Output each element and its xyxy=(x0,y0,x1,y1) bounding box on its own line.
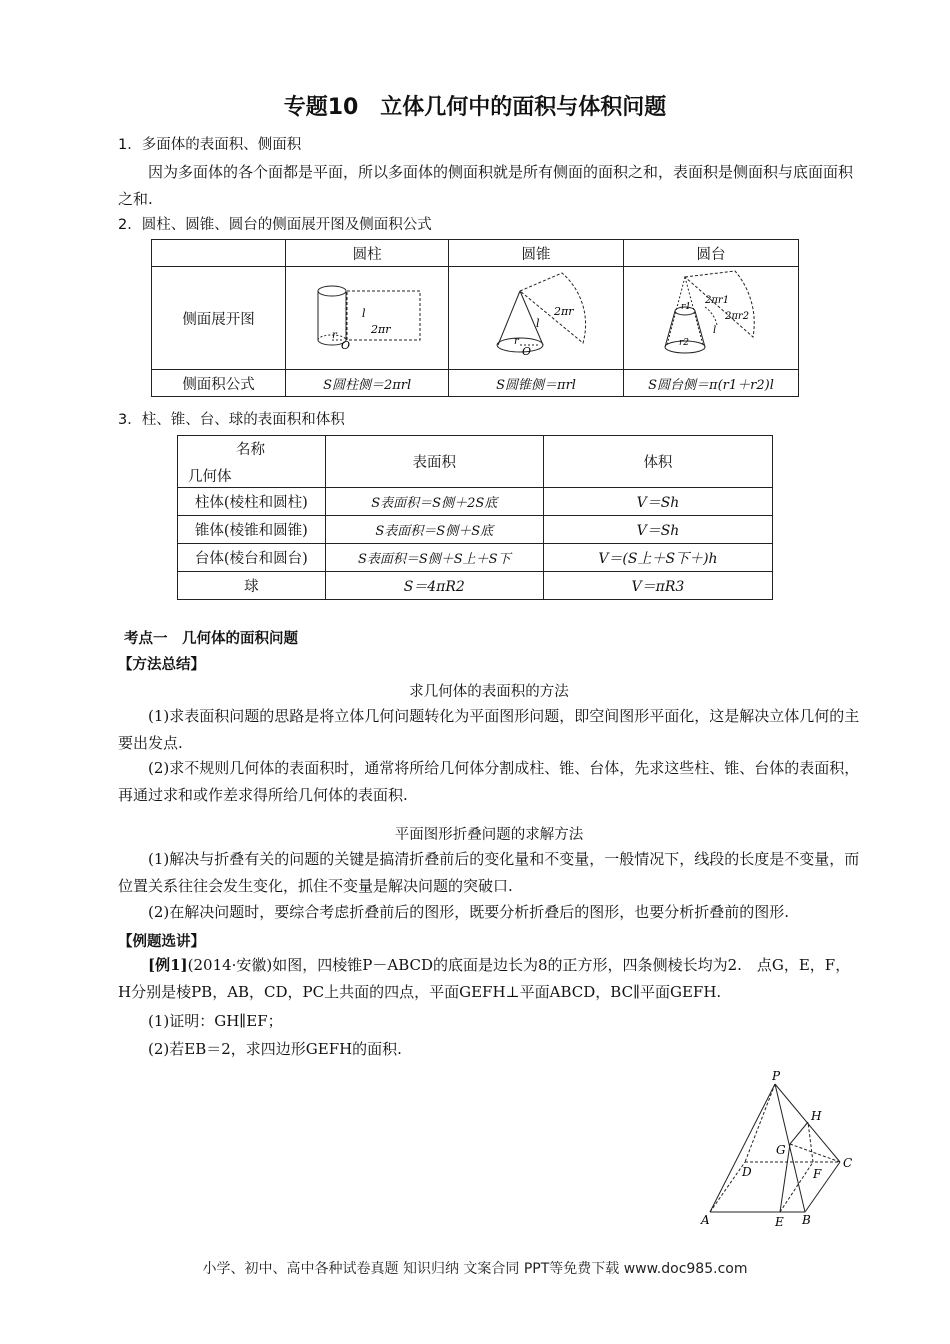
cone-net-diagram xyxy=(450,267,622,365)
method-subheading-2: 平面图形折叠问题的求解方法 xyxy=(394,827,584,843)
page-title: 专题10 立体几何中的面积与体积问题 xyxy=(283,95,667,120)
section-1-heading: 1．多面体的表面积、侧面积 xyxy=(118,137,302,153)
label-B: B xyxy=(802,1213,811,1227)
section-2-heading: 2．圆柱、圆锥、圆台的侧面展开图及侧面积公式 xyxy=(118,217,432,233)
frus-label-l: l xyxy=(713,325,717,336)
method-para-4: (2)在解决问题时，要综合考虑折叠前后的图形，既要分析折叠后的图形，也要分析折叠前的图形. xyxy=(148,903,790,921)
frus-label-r2: r2 xyxy=(679,338,690,348)
examples-heading: 【例题选讲】 xyxy=(118,934,205,950)
section-3-heading: 3．柱、锥、台、球的表面积和体积 xyxy=(118,412,345,428)
label-F: F xyxy=(813,1167,822,1181)
row-volume: V＝πR3 xyxy=(543,572,772,600)
table-corner xyxy=(152,240,286,267)
frustum-net-figure xyxy=(624,267,799,370)
method-para-1: (1)求表面积问题的思路是将立体几何问题转化为平面图形问题，即空间图形平面化，这是解决立体几何的主要出发点. xyxy=(118,707,860,752)
label-C: C xyxy=(843,1156,853,1170)
header-cylinder: 圆柱 xyxy=(286,240,449,267)
col-header-volume: 体积 xyxy=(543,436,772,488)
table-corner-cell xyxy=(178,436,326,488)
lateral-area-table xyxy=(151,239,799,397)
formula-cone: S圆锥侧＝πrl xyxy=(449,370,624,397)
header-cone: 圆锥 xyxy=(449,240,624,267)
cylinder-net-figure xyxy=(286,267,449,370)
cone-label-l: l xyxy=(536,317,540,330)
corner-bottom-label: 几何体 xyxy=(188,468,232,485)
cyl-label-r: r xyxy=(332,330,337,341)
kd1-heading: 考点一 几何体的面积问题 xyxy=(124,631,298,647)
section-1-text: 因为多面体的各个面都是平面，所以多面体的侧面积就是所有侧面的面积之和，表面积是侧面积与底面面积之和. xyxy=(118,163,854,208)
label-H: H xyxy=(811,1109,822,1123)
corner-top-label: 名称 xyxy=(236,441,265,458)
surface-volume-table xyxy=(177,435,773,600)
method-summary-heading: 【方法总结】 xyxy=(118,657,205,673)
frus-label-2pir1: 2πr1 xyxy=(705,295,730,306)
example-1-text xyxy=(118,952,860,1006)
cone-label-2pir: 2πr xyxy=(554,305,574,318)
row-name: 球 xyxy=(178,572,326,600)
cyl-label-O: O xyxy=(341,339,351,352)
example-tag: [例1] xyxy=(148,956,188,974)
cone-net-figure xyxy=(449,267,624,370)
col-header-surface: 表面积 xyxy=(325,436,543,488)
cyl-label-l: l xyxy=(362,307,366,320)
frus-label-r1: r1 xyxy=(681,302,692,312)
label-P: P xyxy=(772,1069,781,1083)
footer-text: 小学、初中、高中各种试卷真题 知识归纳 文案合同 PPT等免费下载 www.doc985.com xyxy=(202,1261,748,1277)
row-name: 台体(棱台和圆台) xyxy=(178,544,326,572)
row-label-formula: 侧面积公式 xyxy=(152,370,286,397)
label-E: E xyxy=(775,1215,784,1229)
question-1: (1)证明：GH∥EF； xyxy=(148,1012,283,1030)
frus-label-2pir2: 2πr2 xyxy=(725,311,750,322)
row-volume: V＝(S上＋S下＋)h xyxy=(543,544,772,572)
formula-frustum: S圆台侧＝π(r1＋r2)l xyxy=(624,370,799,397)
cone-label-O: O xyxy=(522,345,532,358)
row-name: 柱体(棱柱和圆柱) xyxy=(178,488,326,516)
row-surface: S表面积＝S侧＋S上＋S下 xyxy=(325,544,543,572)
frustum-net-diagram xyxy=(625,267,797,365)
label-G: G xyxy=(776,1143,786,1157)
cylinder-net-diagram xyxy=(287,267,447,365)
row-surface: S＝4πR2 xyxy=(325,572,543,600)
label-D: D xyxy=(742,1165,752,1179)
cyl-label-2pir: 2πr xyxy=(371,323,391,336)
question-2: (2)若EB＝2，求四边形GEFH的面积. xyxy=(148,1040,402,1058)
method-para-2: (2)求不规则几何体的表面积时，通常将所给几何体分割成柱、锥、台体，先求这些柱、锥、台体的表面积，再通过求和或作差求得所给几何体的表面积. xyxy=(118,759,860,804)
method-subheading-1: 求几何体的表面积的方法 xyxy=(409,684,569,700)
formula-cylinder: S圆柱侧＝2πrl xyxy=(286,370,449,397)
label-A: A xyxy=(701,1213,710,1227)
row-name: 锥体(棱锥和圆锥) xyxy=(178,516,326,544)
row-label-net: 侧面展开图 xyxy=(152,267,286,370)
cone-label-r: r xyxy=(514,336,519,347)
header-frustum: 圆台 xyxy=(624,240,799,267)
method-para-3: (1)解决与折叠有关的问题的关键是搞清折叠前后的变化量和不变量，一般情况下，线段的长度是不变量，而位置关系往往会发生变化，抓住不变量是解决问题的突破口. xyxy=(118,850,860,895)
row-surface: S表面积＝S侧＋S底 xyxy=(325,516,543,544)
row-surface: S表面积＝S侧＋2S底 xyxy=(325,488,543,516)
example-body: (2014·安徽)如图，四棱锥P－ABCD的底面是边长为8的正方形，四条侧棱长均为2. 点G，E，F，H分别是棱PB，AB，CD，PC上共面的四点，平面GEFH⊥平面ABCD，BC∥平面GEFH. xyxy=(118,956,851,1001)
row-volume: V＝Sh xyxy=(543,516,772,544)
row-volume: V＝Sh xyxy=(543,488,772,516)
pyramid-figure xyxy=(695,1064,865,1234)
